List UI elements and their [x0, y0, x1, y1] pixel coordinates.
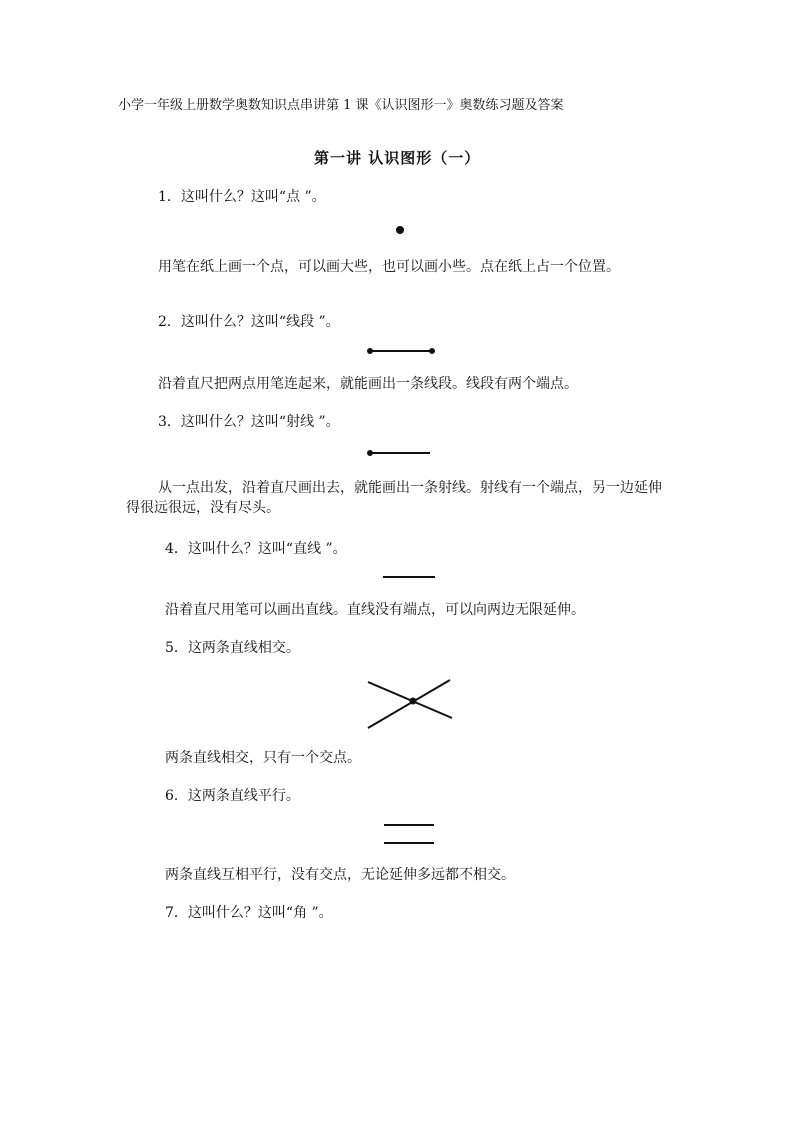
intersecting-lines-figure — [364, 676, 456, 732]
question-1: 1．这叫什么？这叫“点 ”。 — [158, 189, 326, 205]
ray-figure — [364, 446, 434, 460]
parallel-lines-figure — [384, 820, 436, 848]
point-figure — [390, 220, 410, 240]
explanation-3: 从一点出发，沿着直尺画出去，就能画出一条射线。射线有一个端点，另一边延伸得很远很远，没有尽头。 — [126, 480, 662, 516]
question-5: 5．这两条直线相交。 — [165, 640, 300, 656]
explanation-1: 用笔在纸上画一个点，可以画大些，也可以画小些。点在纸上占一个位置。 — [158, 259, 620, 275]
explanation-2: 沿着直尺把两点用笔连起来，就能画出一条线段。线段有两个端点。 — [158, 376, 578, 392]
question-2: 2．这叫什么？这叫“线段 ”。 — [158, 314, 340, 330]
question-7: 7．这叫什么？这叫“角 ”。 — [165, 905, 333, 921]
question-4: 4．这叫什么？这叫“直线 ”。 — [165, 541, 347, 557]
explanation-6: 两条直线互相平行，没有交点，无论延伸多远都不相交。 — [165, 867, 515, 883]
document-title: 小学一年级上册数学奥数知识点串讲第 1 课《认识图形一》奥数练习题及答案 — [118, 98, 564, 113]
lecture-title: 第一讲 认识图形（一） — [314, 149, 481, 167]
question-6: 6．这两条直线平行。 — [165, 788, 300, 804]
explanation-4: 沿着直尺用笔可以画出直线。直线没有端点，可以向两边无限延伸。 — [165, 602, 585, 618]
question-3: 3．这叫什么？这叫“射线 ”。 — [158, 414, 340, 430]
line-segment-figure — [364, 344, 440, 358]
straight-line-figure — [383, 572, 437, 582]
explanation-5: 两条直线相交，只有一个交点。 — [165, 750, 361, 766]
